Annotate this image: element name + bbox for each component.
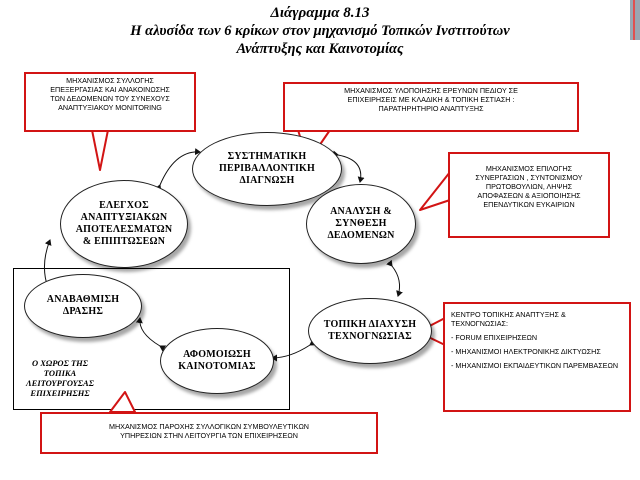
title-main-cont: Ανάπτυξης και Καινοτομίας [236,41,404,57]
callout-monitoring-line: ΑΝΑΠΤΥΞΙΑΚΟΥ MONITORING [58,103,162,112]
node-control-results [60,180,188,268]
node-label: ΔΡΑΣΗΣ [62,306,104,317]
node-label: ΚΑΙΝΟΤΟΜΙΑΣ [178,361,256,372]
callout-monitoring-line: ΜΗΧΑΝΙΣΜΟΣ ΣΥΛΛΟΓΗΣ [66,76,154,85]
callout-knowhow-list [451,333,623,370]
arrow-analysis-diffusion [392,266,400,296]
node-action-upgrade [24,274,142,338]
node-label: ΤΟΠΙΚΗ ΔΙΑΧΥΣΗ [323,319,417,330]
arrow-assimilation-upgrade [140,318,160,346]
node-label: ΑΝΑΒΑΘΜΙΣΗ [46,294,120,305]
callout-knowhow-heading: ΤΕΧΝΟΓΝΩΣΙΑΣ: [451,319,508,328]
node-innovation-assimilation [160,328,274,394]
callout-consulting-line: ΜΗΧΑΝΙΣΜΟΣ ΠΑΡΟΧΗΣ ΣΥΛΛΟΓΙΚΩΝ ΣΥΜΒΟΥΛΕΥΤΙΚΩΝ [108,422,310,431]
callout-field-line: ΜΗΧΑΝΙΣΜΟΣ ΥΛΟΠΟΙΗΣΗΣ ΕΡΕΥΝΩΝ ΠΕΔΙΟΥ ΣΕ [344,86,518,95]
node-label: & ΕΠΙΠΤΩΣΕΩΝ [82,236,166,247]
callout-field-line: ΠΑΡΑΤΗΡΗΤΗΡΙΟ ΑΝΑΠΤΥΞΗΣ [378,104,484,113]
caption-line: ΛΕΙΤΟΥΡΓΟΥΣΑΣ [25,378,94,388]
callout-synergies-line: ΑΠΟΦΑΣΕΩΝ & ΑΞΙΟΠΟΙΗΣΗΣ [477,191,581,200]
node-label: ΔΙΑΓΝΩΣΗ [239,175,295,186]
callout-synergies-line: ΕΠΕΝΔΥΤΙΚΩΝ ΕΥΚΑΙΡΙΩΝ [483,200,575,209]
caption-line: Ο ΧΩΡΟΣ ΤΗΣ [31,358,89,368]
node-label: ΕΛΕΓΧΟΣ [99,200,149,211]
callout-tail-synergies [420,172,450,210]
node-knowhow-diffusion [308,298,432,364]
arrow-diffusion-assimilation [272,345,310,358]
callout-knowhow-item: - ΜΗΧΑΝΙΣΜΟΙ ΗΛΕΚΤΡΟΝΙΚΗΣ ΔΙΚΤΥΩΣΗΣ [451,347,601,356]
callout-knowhow-center [443,302,631,412]
callout-tail-monitoring [92,130,108,170]
callout-synergies-line: ΠΡΩΤΟΒΟΥΛΙΩΝ, ΛΗΨΗΣ [485,182,573,191]
callout-consulting [40,412,378,454]
callout-field-line: ΕΠΙΧΕΙΡΗΣΕΙΣ ΜΕ ΚΛΑΔΙΚΗ & ΤΟΠΙΚΗ ΕΣΤΙΑΣΗ : [347,95,515,104]
node-label: ΣΥΝΘΕΣΗ [335,218,387,229]
callout-knowhow-item: - ΜΗΧΑΝΙΣΜΟΙ ΕΚΠΑΙΔΕΥΤΙΚΩΝ ΠΑΡΕΜΒΑΣΕΩΝ [451,361,619,370]
caption-line: ΕΠΙΧΕΙΡΗΣΗΣ [30,388,90,398]
caption-line: ΤΟΠΙΚΑ [43,368,77,378]
callout-consulting-line: ΥΠΗΡΕΣΙΩΝ ΣΤΗΝ ΛΕΙΤΟΥΡΓΙΑ ΤΩΝ ΕΠΙΧΕΙΡΗΣΕΩΝ [120,431,298,440]
title-number: Διάγραμμα 8.13 [270,5,370,21]
callout-synergies [448,152,610,238]
node-label: ΑΠΟΤΕΛΕΣΜΑΤΩΝ [75,224,173,235]
node-label: ΠΕΡΙΒΑΛΛΟΝΤΙΚΗ [218,163,315,174]
callout-tail-consulting [110,392,135,412]
callout-knowhow-item: - FORUM ΕΠΙΧΕΙΡΗΣΕΩΝ [451,333,538,342]
callout-monitoring-line: ΤΩΝ ΔΕΔΟΜΕΝΩΝ ΤΟΥ ΣΥΝΕΧΟΥΣ [50,94,170,103]
callout-synergies-line: ΣΥΝΕΡΓΑΣΙΩΝ , ΣΥΝΤΟΝΙΣΜΟΥ [475,173,583,182]
node-label: ΑΝΑΠΤΥΞΙΑΚΩΝ [80,212,168,223]
node-label: ΣΥΣΤΗΜΑΤΙΚΗ [227,151,307,162]
node-label: ΑΝΑΛΥΣΗ & [330,206,392,217]
node-environmental-diagnosis [192,132,342,206]
title-main: Η αλυσίδα των 6 κρίκων στον μηχανισμό Τοπικών Ινστιτούτων [130,23,510,39]
callout-synergies-line: ΜΗΧΑΝΙΣΜΟΣ ΕΠΙΛΟΓΗΣ [485,164,573,173]
local-business-caption [16,358,104,398]
node-label: ΤΕΧΝΟΓΝΩΣΙΑΣ [328,331,412,342]
node-label: ΔΕΔΟΜΕΝΩΝ [327,230,395,241]
callout-field-research [283,82,579,132]
node-label: ΑΦΟΜΟΙΩΣΗ [183,349,251,360]
callout-monitoring [24,72,196,132]
callout-monitoring-line: ΕΠΕΞΕΡΓΑΣΙΑΣ ΚΑΙ ΑΝΑΚΟΙΝΩΣΗΣ [50,85,170,94]
node-data-analysis [306,184,416,264]
callout-knowhow-heading: ΚΕΝΤΡΟ ΤΟΠΙΚΗΣ ΑΝΑΠΤΥΞΗΣ & [451,310,566,319]
